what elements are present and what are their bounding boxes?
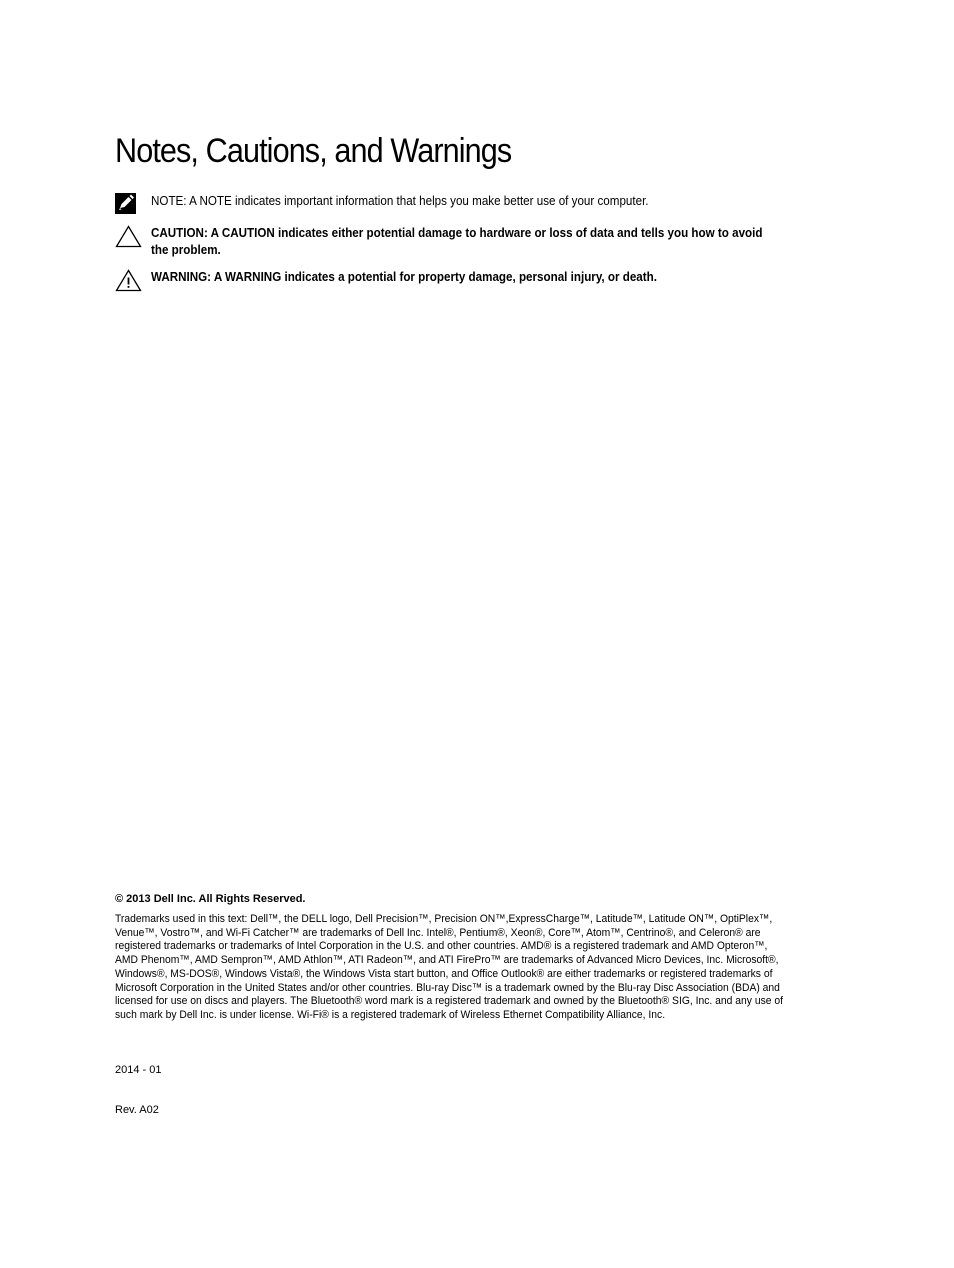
revision-label: Rev. A02 [115,1104,159,1116]
pencil-note-icon [115,193,136,219]
publication-date: 2014 - 01 [115,1064,162,1076]
trademarks-paragraph: Trademarks used in this text: Dell™, the DELL logo, Dell Precision™, Precision ON™,ExpressCharge™, Latitude™, Latitude ON™, OptiPlex™, Venue™, Vostro™, and Wi-Fi Catcher™ are trademarks of Dell Inc. Intel®, Pentium®, Xeon®, Core™, Atom™, Centrino®, and Celeron® are registered trademarks or trademarks of Intel Corporation in the U.S. and other countries. AMD® is a registered trademark and AMD Opteron™, AMD Phenom™, AMD Sempron™, AMD Athlon™, ATI Radeon™, and ATI FirePro™ are trademarks of Advanced Micro Devices, Inc. Microsoft®, Windows®, MS-DOS®, Windows Vista®, the Windows Vista start button, and Office Outlook® are either trademarks or registered trademarks of Microsoft Corporation in the United States and/or other countries. Blu-ray Disc™ is a trademark owned by the Blu-ray Disc Association (BDA) and licensed for use on discs and players. The Bluetooth® word mark is a registered trademark and owned by the Bluetooth® SIG, Inc. and any use of such mark by Dell Inc. is under license. Wi-Fi® is a registered trademark of Wireless Ethernet Compatibility Alliance, Inc. [115,913,783,1021]
caution-triangle-icon [115,225,142,253]
warning-triangle-icon [115,269,142,297]
copyright-notice: © 2013 Dell Inc. All Rights Reserved. [115,893,306,905]
caution-text: CAUTION: A CAUTION indicates either potential damage to hardware or loss of data and tells you how to avoid the problem. [151,226,763,257]
note-label: NOTE: [151,194,187,208]
page-title: Notes, Cautions, and Warnings [115,132,512,170]
warning-text: WARNING: A WARNING indicates a potential for property damage, personal injury, or death. [151,270,657,284]
note-text: A NOTE indicates important information that helps you make better use of your computer. [186,194,649,208]
